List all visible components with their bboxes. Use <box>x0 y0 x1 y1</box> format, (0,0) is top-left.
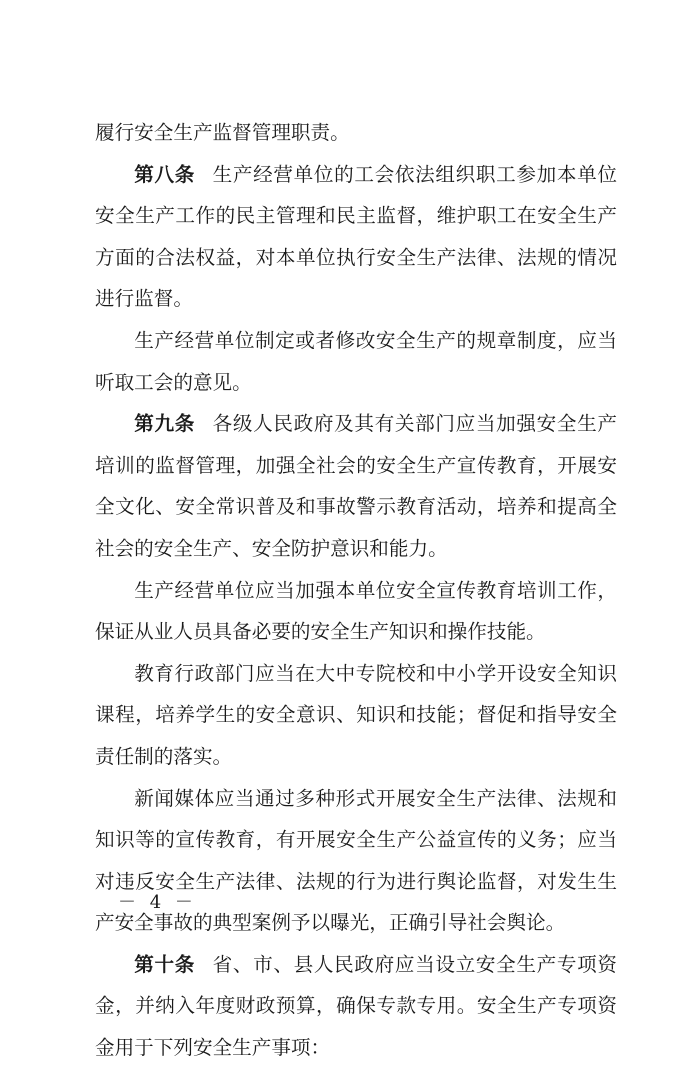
paragraph-text: 生产经营单位应当加强本单位安全宣传教育培训工作，保证从业人员具备必要的安全生产知识和操作技能。 <box>95 578 617 644</box>
paragraph-text: 新闻媒体应当通过多种形式开展安全生产法律、法规和知识等的宣传教育，有开展安全生产公益宣传的义务；应当对违反安全生产法律、法规的行为进行舆论监督，对发生生产安全事故的典型案例予以曝光，正确引导社会舆论。 <box>95 786 617 935</box>
paragraph-0 <box>95 112 617 154</box>
paragraph-text: 教育行政部门应当在大中专院校和中小学开设安全知识课程，培养学生的安全意识、知识和技能；督促和指导安全责任制的落实。 <box>95 661 617 768</box>
paragraph-article-8 <box>95 154 617 320</box>
paragraph-text: 省、市、县人民政府应当设立安全生产专项资金，并纳入年度财政预算，确保专款专用。安全生产专项资金用于下列安全生产事项： <box>95 952 618 1060</box>
body-text <box>95 112 617 1069</box>
paragraph-4 <box>95 570 617 653</box>
paragraph-text: 各级人民政府及其有关部门应当加强安全生产培训的监督管理，加强全社会的安全生产宣传教育，开展安全文化、安全常识普及和事故警示教育活动，培养和提高全社会的安全生产、安全防护意识和能力。 <box>95 412 618 560</box>
article-heading: 第九条 <box>134 412 195 436</box>
paragraph-text: 生产经营单位制定或者修改安全生产的规章制度，应当听取工会的意见。 <box>95 328 617 394</box>
paragraph-article-10 <box>95 944 617 1069</box>
article-heading: 第八条 <box>134 162 195 186</box>
paragraph-text: 履行安全生产监督管理职责。 <box>95 121 350 144</box>
paragraph-text: 生产经营单位的工会依法组织职工参加本单位安全生产工作的民主管理和民主监督，维护职工在安全生产方面的合法权益，对本单位执行安全生产法律、法规的情况进行监督。 <box>95 162 618 311</box>
paragraph-6 <box>95 778 617 944</box>
paragraph-5 <box>95 653 617 778</box>
article-heading: 第十条 <box>134 952 195 976</box>
paragraph-article-9 <box>95 403 617 569</box>
paragraph-2 <box>95 320 617 403</box>
page-number: － 4 － <box>118 892 197 913</box>
